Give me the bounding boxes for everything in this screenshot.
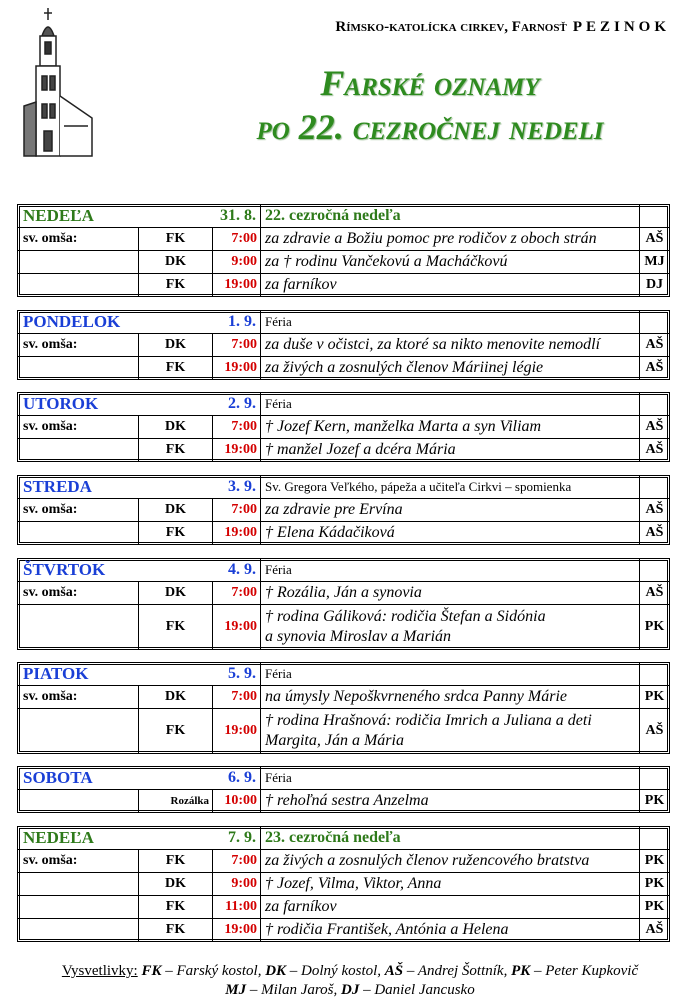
mass-row (18, 789, 669, 812)
church-tower-logo (14, 6, 114, 166)
mass-time: 7:00 (212, 850, 260, 872)
day-date: 6. 9. (228, 769, 256, 786)
church-org: Rímsko-katolícka cirkev, Farnosť (335, 19, 567, 35)
mass-time: 11:00 (212, 896, 260, 918)
church-code: DK (138, 334, 212, 356)
church-code: FK (138, 896, 212, 918)
parish-header (244, 19, 670, 36)
mass-time: 7:00 (212, 686, 260, 708)
mass-intention: † manžel Jozef a dcéra Mária (260, 439, 639, 461)
day-header-row (18, 767, 669, 789)
mass-row (18, 895, 669, 918)
page-subtitle: po 22. cezročnej nedeli (256, 107, 604, 147)
day-block (17, 662, 670, 754)
legend-abbr: FK (141, 963, 162, 979)
priest-code: AŠ (639, 582, 669, 604)
mass-intention: † Rozália, Ján a synovia (260, 582, 639, 604)
priest-cell-empty (639, 827, 669, 849)
church-code: FK (138, 919, 212, 941)
legend-text: – Peter Kupkovič (530, 963, 639, 979)
mass-intention: na úmysly Nepoškvrneného srdca Panny Márie (260, 686, 639, 708)
mass-row (18, 872, 669, 895)
liturgical-day: Féria (260, 311, 639, 333)
mass-intention: za duše v očistci, za ktoré sa nikto menovite nemodlí (260, 334, 639, 356)
legend-text: – Milan Jaroš, (246, 982, 341, 998)
mass-time: 7:00 (212, 334, 260, 356)
liturgical-day: 23. cezročná nedeľa (260, 827, 639, 849)
day-date: 2. 9. (228, 395, 256, 412)
mass-intention: za živých a zosnulých členov Máriinej légie (260, 357, 639, 379)
mass-intention: za farníkov (260, 896, 639, 918)
mass-time: 19:00 (212, 709, 260, 753)
town-name: PEZINOK (572, 19, 670, 35)
day-header-row (18, 476, 669, 498)
priest-code: PK (639, 686, 669, 708)
day-block (17, 558, 670, 650)
day-name: ŠTVRTOK (23, 560, 106, 579)
day-block (17, 826, 670, 942)
mass-label (18, 439, 138, 461)
legend-abbr: DK (265, 963, 287, 979)
day-name: NEDEĽA (23, 206, 94, 225)
priest-cell-empty (639, 205, 669, 227)
mass-time: 19:00 (212, 605, 260, 649)
mass-label (18, 605, 138, 649)
mass-label (18, 357, 138, 379)
priest-code: AŠ (639, 499, 669, 521)
church-code: DK (138, 873, 212, 895)
priest-code: AŠ (639, 439, 669, 461)
mass-time: 19:00 (212, 439, 260, 461)
priest-cell-empty (639, 767, 669, 789)
mass-intention: za † rodinu Vančekovú a Macháčkovú (260, 251, 639, 273)
church-code: FK (138, 357, 212, 379)
day-date: 31. 8. (220, 207, 256, 224)
legend-text: – Farský kostol, (161, 963, 266, 979)
church-code: FK (138, 850, 212, 872)
mass-intention: † rodičia František, Antónia a Helena (260, 919, 639, 941)
church-code: DK (138, 686, 212, 708)
mass-time: 9:00 (212, 873, 260, 895)
day-date: 5. 9. (228, 665, 256, 682)
mass-time: 9:00 (212, 251, 260, 273)
intention-line-1: † rodina Gáliková: rodičia Štefan a Sidónia (265, 608, 546, 625)
mass-label: sv. omša: (23, 502, 78, 517)
mass-intention: za zdravie pre Ervína (260, 499, 639, 521)
mass-intention: † Elena Kádačiková (260, 522, 639, 544)
priest-code: PK (639, 605, 669, 649)
day-name: NEDEĽA (23, 828, 94, 847)
priest-code: AŠ (639, 522, 669, 544)
mass-time: 10:00 (212, 790, 260, 812)
church-code: DK (138, 582, 212, 604)
priest-code: PK (639, 873, 669, 895)
day-header-row (18, 663, 669, 685)
intention-line-1: † rodina Hrašnová: rodičia Imrich a Juliana a deti (265, 712, 592, 729)
mass-row (18, 498, 669, 521)
mass-label: sv. omša: (23, 419, 78, 434)
mass-row (18, 708, 669, 753)
mass-label (18, 896, 138, 918)
day-header-row (18, 559, 669, 581)
priest-cell-empty (639, 663, 669, 685)
legend-line-2 (0, 982, 700, 999)
priest-cell-empty (639, 393, 669, 415)
mass-label (18, 522, 138, 544)
mass-row (18, 604, 669, 649)
day-name: SOBOTA (23, 768, 93, 787)
mass-row (18, 415, 669, 438)
liturgical-day: Féria (260, 393, 639, 415)
mass-intention: † Jozef, Vilma, Viktor, Anna (260, 873, 639, 895)
legend-abbr: AŠ (384, 963, 404, 979)
mass-label (18, 709, 138, 753)
legend-abbr: MJ (225, 982, 247, 998)
priest-code: AŠ (639, 357, 669, 379)
intention-line-2: Margita, Ján a Mária (265, 732, 404, 749)
day-block (17, 475, 670, 545)
mass-row (18, 438, 669, 461)
day-date: 3. 9. (228, 478, 256, 495)
mass-time: 7:00 (212, 416, 260, 438)
mass-row (18, 581, 669, 604)
mass-label (18, 919, 138, 941)
day-date: 4. 9. (228, 561, 256, 578)
mass-time: 19:00 (212, 522, 260, 544)
day-block (17, 766, 670, 813)
day-header-row (18, 827, 669, 849)
mass-label (18, 790, 138, 812)
church-code: FK (138, 228, 212, 250)
mass-intention (260, 605, 639, 649)
mass-row (18, 685, 669, 708)
day-block (17, 204, 670, 297)
day-name: STREDA (23, 477, 92, 496)
intention-line-2: a synovia Miroslav a Marián (265, 628, 452, 645)
mass-label (18, 274, 138, 296)
liturgical-day: Sv. Gregora Veľkého, pápeža a učiteľa Cirkvi – spomienka (260, 476, 639, 498)
priest-code: MJ (639, 251, 669, 273)
liturgical-day: Féria (260, 767, 639, 789)
mass-row (18, 227, 669, 250)
day-block (17, 392, 670, 462)
priest-code: AŠ (639, 228, 669, 250)
legend-text: – Daniel Jancusko (359, 982, 475, 998)
day-name: PIATOK (23, 664, 89, 683)
day-date: 1. 9. (228, 313, 256, 330)
church-code: FK (138, 605, 212, 649)
mass-label: sv. omša: (23, 337, 78, 352)
church-code: Rozálka (138, 790, 212, 812)
legend-text: – Dolný kostol, (286, 963, 385, 979)
day-header-row (18, 393, 669, 415)
mass-intention: za zdravie a Božiu pomoc pre rodičov z oboch strán (260, 228, 639, 250)
day-name: UTOROK (23, 394, 99, 413)
mass-label: sv. omša: (23, 689, 78, 704)
mass-intention: † rehoľná sestra Anzelma (260, 790, 639, 812)
church-code: FK (138, 709, 212, 753)
priest-code: AŠ (639, 334, 669, 356)
mass-row (18, 250, 669, 273)
liturgical-day: 22. cezročná nedeľa (260, 205, 639, 227)
day-block (17, 310, 670, 380)
church-code: FK (138, 439, 212, 461)
mass-time: 7:00 (212, 228, 260, 250)
mass-label: sv. omša: (23, 853, 78, 868)
day-header-row (18, 205, 669, 227)
mass-time: 7:00 (212, 499, 260, 521)
mass-row (18, 356, 669, 379)
priest-cell-empty (639, 476, 669, 498)
page-title: Farské oznamy (320, 63, 540, 103)
priest-code: PK (639, 790, 669, 812)
priest-cell-empty (639, 311, 669, 333)
priest-code: AŠ (639, 919, 669, 941)
priest-code: DJ (639, 274, 669, 296)
mass-intention: za farníkov (260, 274, 639, 296)
liturgical-day: Féria (260, 663, 639, 685)
mass-time: 19:00 (212, 357, 260, 379)
mass-time: 19:00 (212, 919, 260, 941)
priest-cell-empty (639, 559, 669, 581)
legend-abbr: PK (511, 963, 531, 979)
priest-code: AŠ (639, 416, 669, 438)
mass-label (18, 251, 138, 273)
legend-text: – Andrej Šottník, (403, 963, 512, 979)
mass-row (18, 521, 669, 544)
mass-row (18, 333, 669, 356)
legend-label: Vysvetlivky: (61, 963, 138, 979)
priest-code: PK (639, 850, 669, 872)
mass-row (18, 849, 669, 872)
church-code: FK (138, 522, 212, 544)
legend-line-1 (0, 963, 700, 980)
mass-intention (260, 709, 639, 753)
day-date: 7. 9. (228, 829, 256, 846)
mass-intention: † Jozef Kern, manželka Marta a syn Viliam (260, 416, 639, 438)
liturgical-day: Féria (260, 559, 639, 581)
church-code: DK (138, 416, 212, 438)
church-code: DK (138, 499, 212, 521)
day-header-row (18, 311, 669, 333)
church-code: DK (138, 251, 212, 273)
mass-time: 7:00 (212, 582, 260, 604)
mass-time: 19:00 (212, 274, 260, 296)
day-name: PONDELOK (23, 312, 121, 331)
mass-intention: za živých a zosnulých členov ružencového bratstva (260, 850, 639, 872)
mass-label (18, 873, 138, 895)
mass-row (18, 273, 669, 296)
priest-code: AŠ (639, 709, 669, 753)
priest-code: PK (639, 896, 669, 918)
mass-row (18, 918, 669, 941)
mass-label: sv. omša: (23, 585, 78, 600)
church-code: FK (138, 274, 212, 296)
legend-abbr: DJ (340, 982, 360, 998)
mass-label: sv. omša: (23, 231, 78, 246)
